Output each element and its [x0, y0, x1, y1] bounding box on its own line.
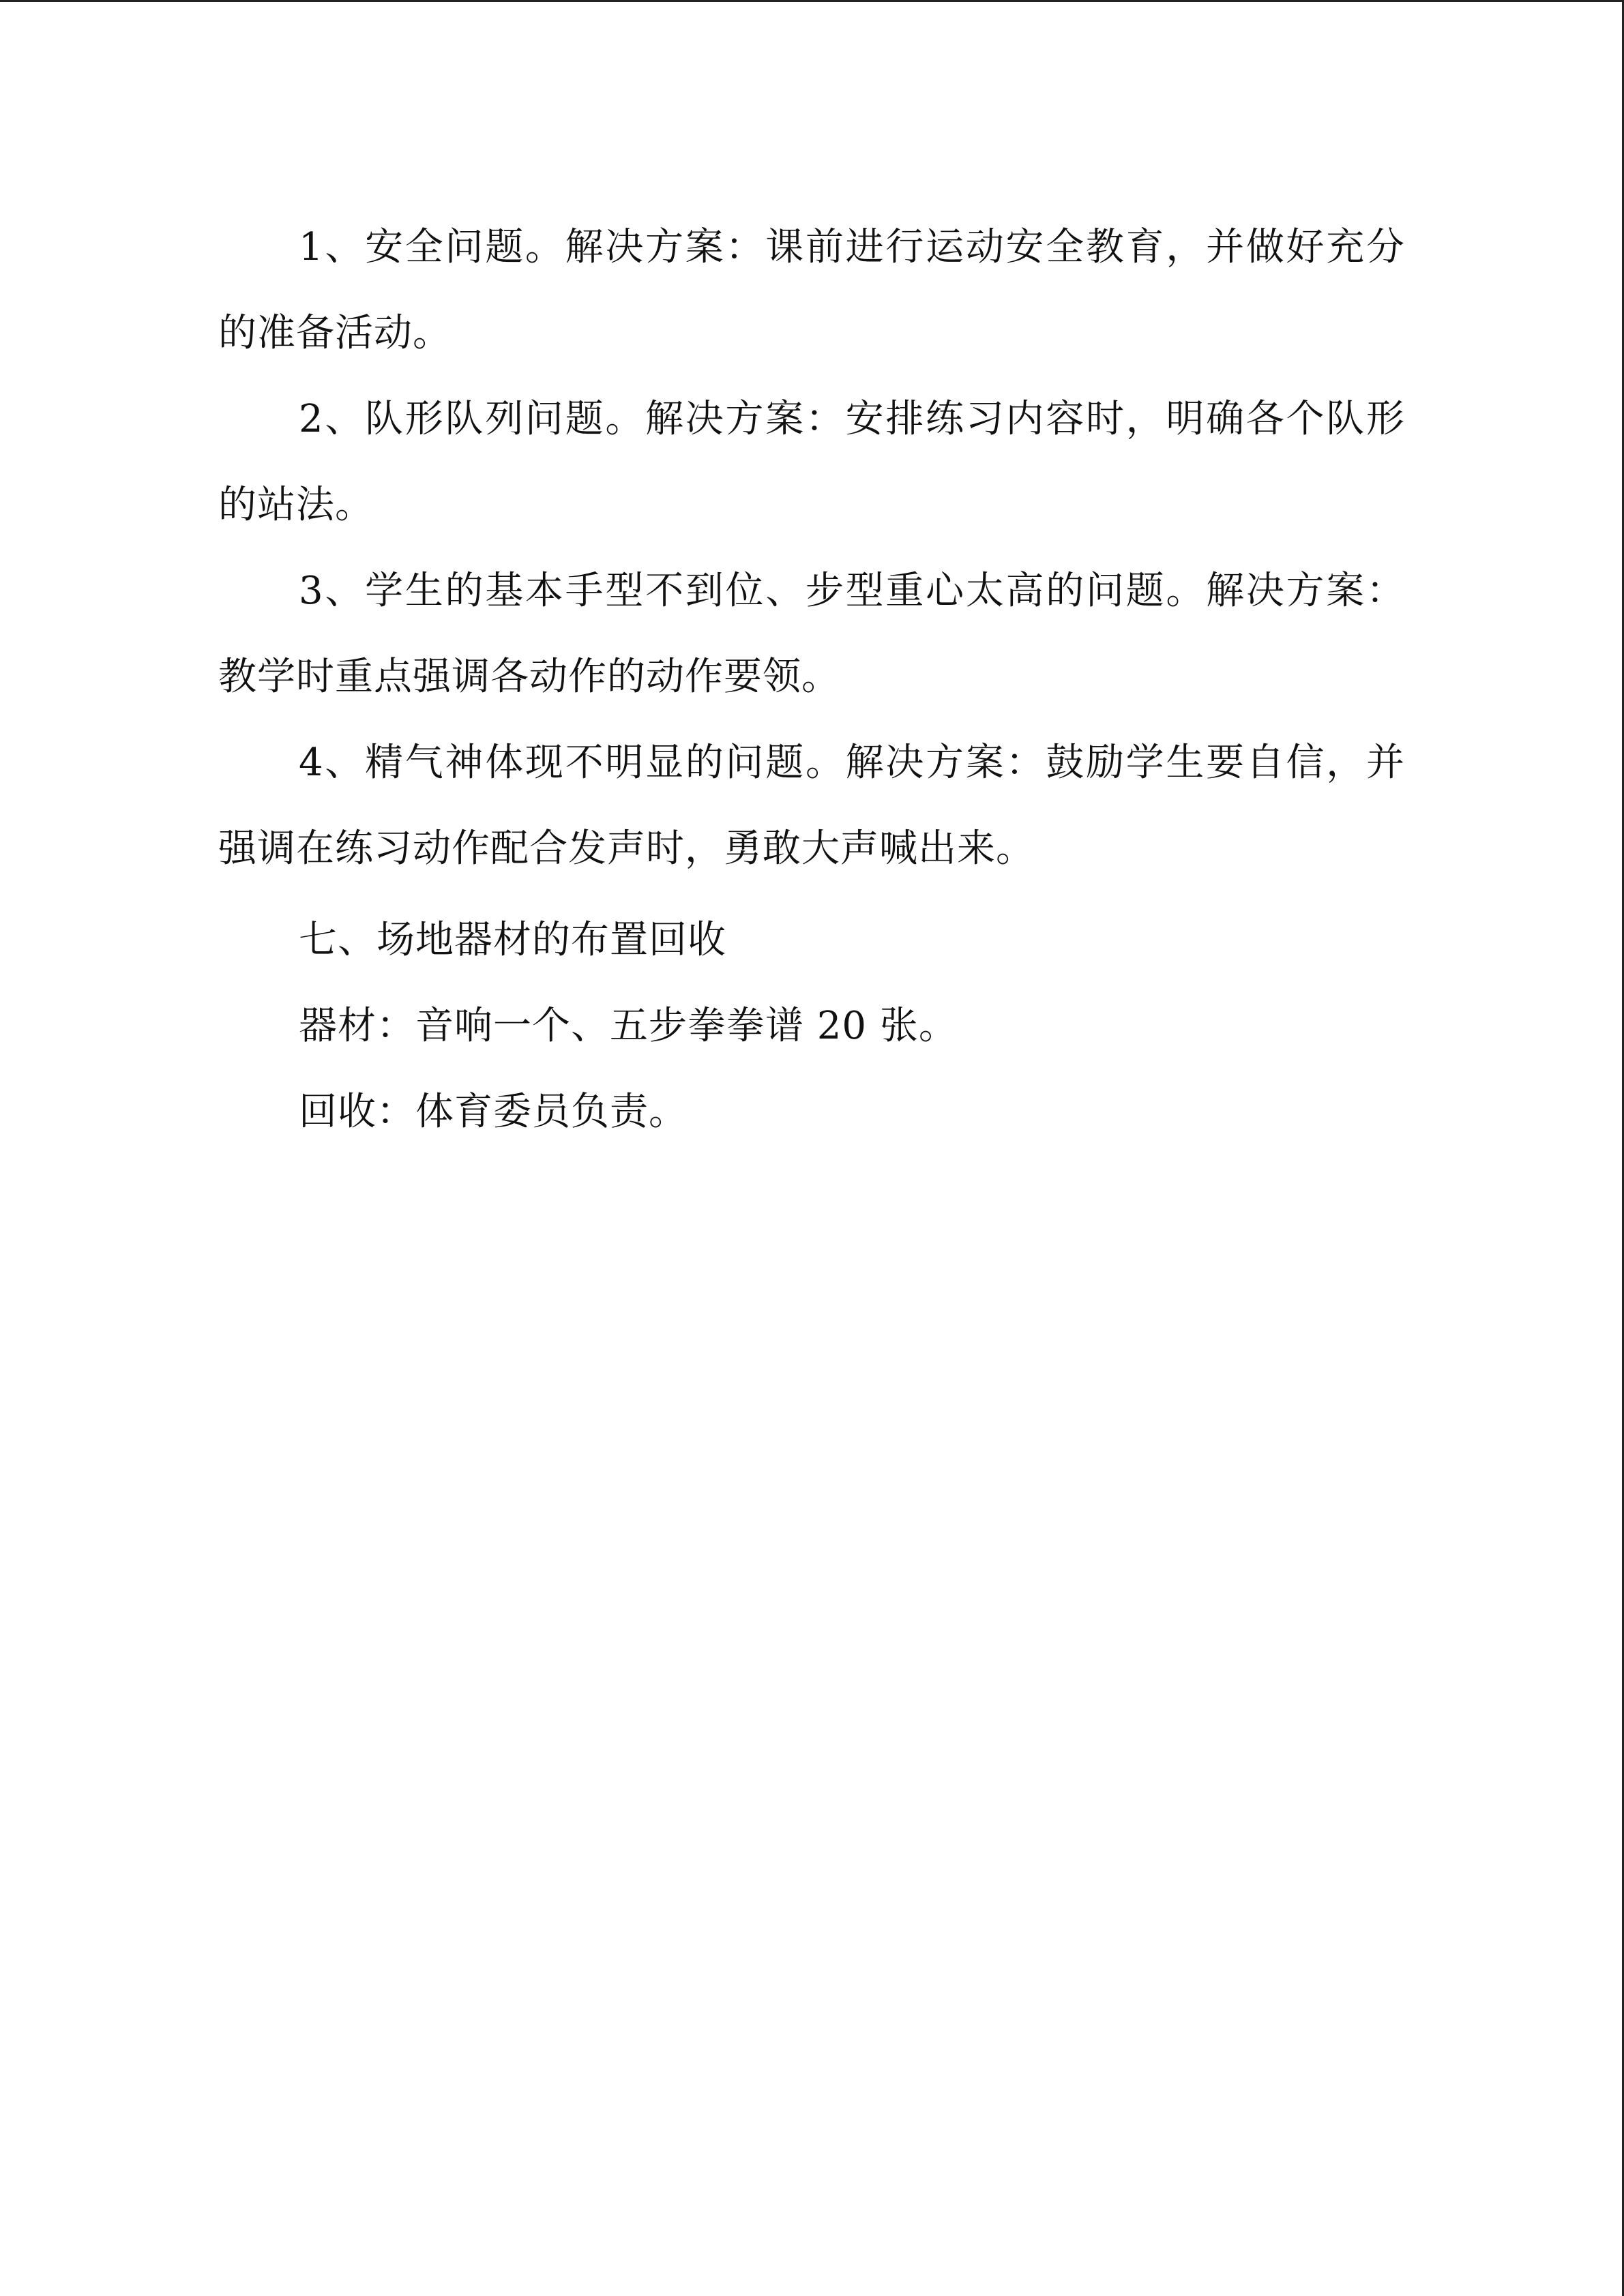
section-title: 七、场地器材的布置回收 [299, 918, 726, 962]
equipment-line: 器材：音响一个、五步拳拳谱 20 张。 [299, 1004, 958, 1048]
solution-item-1: 1、安全问题。解决方案：课前进行运动安全教育，并做好充分的准备活动。 [218, 225, 1405, 355]
solution-item-4: 4、精气神体现不明显的问题。解决方案：鼓励学生要自信，并强调在练习动作配合发声时，勇敢大声喊出来。 [218, 741, 1405, 871]
solution-item-3: 3、学生的基本手型不到位、步型重心太高的问题。解决方案：教学时重点强调各动作的动作要领。 [218, 569, 1405, 699]
recycling-line: 回收：体育委员负责。 [299, 1090, 688, 1134]
solution-item-2: 2、队形队列问题。解决方案：安排练习内容时，明确各个队形的站法。 [218, 397, 1405, 527]
document-body [218, 205, 1405, 1155]
